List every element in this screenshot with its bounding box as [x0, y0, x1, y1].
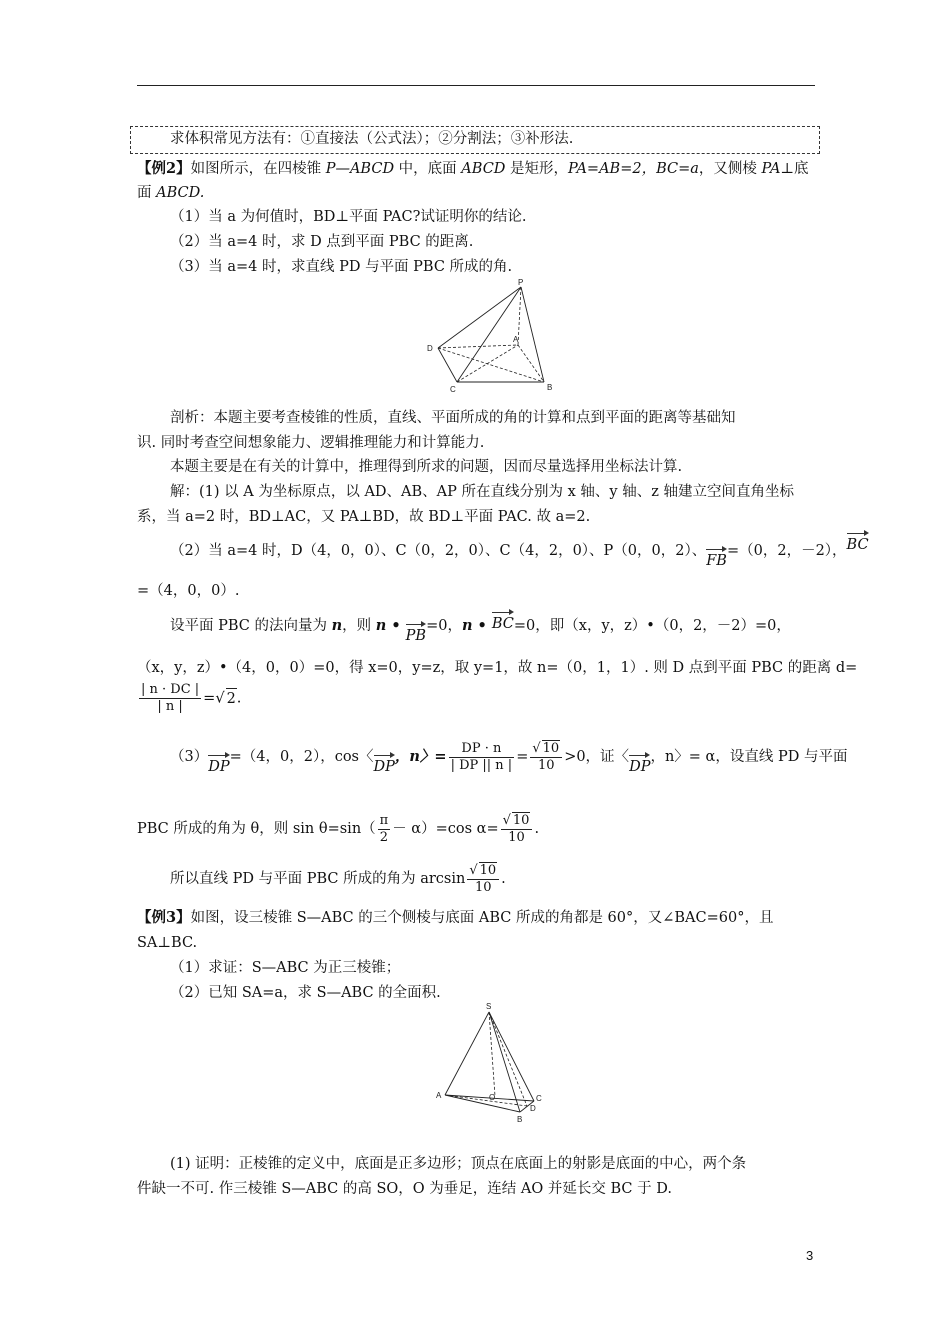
text: .: [236, 690, 242, 707]
example3-tag: 【例3】: [137, 909, 191, 926]
label-b: B: [517, 1115, 523, 1124]
fraction-numerator: | n · DC |: [141, 682, 200, 697]
text: ，n〉=: [394, 748, 447, 765]
text: ABCD: [461, 161, 506, 177]
example3-q2: （2）已知 SA=a，求 S—ABC 的全面积.: [170, 985, 441, 1001]
vector-bc-2: BC: [492, 610, 514, 634]
text: =0，: [426, 618, 462, 634]
fraction-denominator: 10: [474, 880, 492, 895]
solution2-line2: =（4，0，0）.: [137, 583, 240, 599]
example2-q3: （3）当 a=4 时，求直线 PD 与平面 PBC 所成的角.: [170, 259, 513, 275]
sqrt-value: 10: [479, 863, 497, 878]
solution1-line2: 系，当 a=2 时，BD⊥AC，又 PA⊥BD，故 BD⊥平面 PAC. 故 a=2.: [137, 509, 591, 525]
fraction-denominator: 10: [508, 830, 525, 845]
text: 是矩形，: [505, 161, 569, 177]
text: 面: [137, 185, 157, 201]
text: ，n〉= α，设直线 PD 与平面: [650, 749, 848, 765]
edge-dp: [438, 287, 521, 348]
text: n: [331, 617, 343, 634]
pyramid-figure-pabcd: [420, 278, 560, 396]
example2-line2: [137, 183, 204, 203]
height-so: [489, 1012, 495, 1096]
label-a: A: [436, 1091, 442, 1100]
text: =（0，2，－2），: [726, 543, 847, 559]
label-s: S: [486, 1002, 492, 1011]
edge-sa: [445, 1012, 489, 1095]
analysis-line1: 剖析：本题主要考查棱锥的性质，直线、平面所成的角的计算和点到平面的距离等基础知: [170, 410, 736, 426]
label-a: A: [513, 335, 519, 344]
solution2-line1: [170, 537, 869, 569]
fraction-denominator: 2: [379, 829, 389, 845]
edge-pa: [518, 287, 521, 345]
sqrt-value: 10: [512, 813, 530, 828]
vector-fb: FB: [706, 547, 727, 571]
example3-q1: （1）求证：S—ABC 为正三棱锥；: [170, 960, 401, 976]
page-number: 3: [806, 1248, 814, 1263]
pi-over-2-fraction: [378, 813, 391, 846]
distance-fraction: [139, 682, 201, 715]
sqrt-value: 10: [542, 741, 560, 756]
solution2-line5: $\frac{| n \cdot DC |}{| n |}$ =√ 2.: [141, 682, 242, 714]
pyramid-figure-sabc: [432, 1000, 552, 1128]
text: =（4，0，2），cos〈: [229, 749, 374, 765]
text: n •: [461, 617, 492, 634]
edge-ab: [518, 345, 544, 382]
text: ，则: [342, 618, 376, 634]
tip-text: 求体积常见方法有：①直接法（公式法）；②分割法；③补形法.: [170, 131, 574, 147]
sqrt10-fraction-2: $\frac{√ 10}{10}$: [501, 812, 533, 846]
label-c: C: [450, 385, 456, 394]
solution2-line3: [170, 612, 791, 644]
text: P—ABCD: [325, 161, 395, 177]
vector-dp: DP: [208, 753, 229, 777]
vector-dp-2: DP: [374, 753, 395, 777]
text: n •: [375, 617, 406, 634]
text: 中，底面: [394, 161, 462, 177]
example3-line1: [137, 908, 773, 928]
text: ，又侧棱: [698, 161, 762, 177]
text: .: [501, 871, 506, 887]
sqrt-value: 2: [226, 688, 237, 709]
text: 设平面 PBC 的法向量为: [170, 618, 332, 634]
proof-line2: 件缺一不可. 作三棱锥 S—ABC 的高 SO，O 为垂足，连结 AO 并延长交 BC 于 D.: [137, 1181, 672, 1197]
text: PA: [761, 161, 781, 177]
label-d: D: [530, 1104, 536, 1113]
text: 所以直线 PD 与平面 PBC 所成的角为 arcsin: [170, 871, 466, 887]
solution3-line1: （3）DP=（4，0，2），cos〈DP，n〉= $\frac{DP \cdot n}{| DP || n |}$ = $\frac{√ 10}{10}$ >0，证〈DP，n〉= α，设直线 PD 与平面: [170, 740, 848, 775]
vector-bc: BC: [847, 531, 869, 555]
diag-ca: [457, 345, 518, 382]
example2-tag: 【例2】: [137, 160, 191, 177]
analysis-line2: 识. 同时考查空间想象能力、逻辑推理能力和计算能力.: [137, 435, 485, 451]
label-b: B: [547, 383, 553, 392]
vector-dp-3: DP: [629, 753, 650, 777]
text: .: [534, 821, 540, 837]
edge-da: [438, 345, 518, 348]
text: ABCD.: [156, 185, 205, 201]
sqrt10-fraction-3: $\frac{√ 10}{10}$: [467, 862, 499, 896]
text: 如图，设三棱锥 S—ABC 的三个侧棱与底面 ABC 所成的角都是 60°，又∠BAC=60°，且: [190, 910, 774, 926]
label-o: O: [489, 1093, 496, 1102]
text: （2）当 a=4 时，D（4，0，0）、C（0，2，0）、C（4，2，0）、P（0，0，2）、: [170, 543, 707, 559]
solution1-line1: 解：(1) 以 A 为坐标原点，以 AD、AB、AP 所在直线分别为 x 轴、y 轴、z 轴建立空间直角坐标: [170, 484, 794, 500]
text: PA=AB=2，BC=a: [568, 161, 699, 177]
solution3-line3: [170, 862, 506, 896]
fraction-numerator: DP · n: [449, 741, 515, 758]
header-rule: [137, 85, 815, 86]
sqrt10-fraction: $\frac{√ 10}{10}$: [530, 740, 562, 774]
edge-pc: [457, 287, 521, 382]
label-p: P: [518, 278, 524, 287]
analysis-line3: 本题主要是在有关的计算中，推理得到所求的问题，因而尽量选择用坐标法计算.: [170, 459, 683, 475]
edge-sc: [489, 1012, 534, 1101]
label-d: D: [427, 344, 433, 353]
text: =0，即（x，y，z）•（0，2，－2）=0，: [513, 618, 791, 634]
text: 如图所示，在四棱锥: [190, 161, 326, 177]
fraction-denominator: 10: [537, 758, 555, 773]
text: － α）=cos α=: [392, 821, 499, 837]
text: PBC 所成的角为 θ，则 sin θ=sin（: [137, 821, 376, 837]
example3-line2: SA⊥BC.: [137, 935, 198, 951]
label-c: C: [536, 1094, 542, 1103]
cos-fraction: [449, 741, 515, 774]
fraction-denominator: | n |: [157, 699, 183, 714]
proof-line1: (1) 证明：正棱锥的定义中，底面是正多边形；顶点在底面上的射影是底面的中心，两个条: [170, 1156, 747, 1172]
fraction-denominator: | DP || n |: [450, 757, 513, 773]
solution2-line4: （x，y，z）•（4，0，0）=0，得 x=0，y=z，取 y=1，故 n=（0，1，1）. 则 D 点到平面 PBC 的距离 d=: [137, 660, 858, 676]
example2-q2: （2）当 a=4 时，求 D 点到平面 PBC 的距离.: [170, 234, 474, 250]
solution3-line2: [137, 812, 539, 846]
text: >0，证〈: [564, 749, 630, 765]
edge-pb: [521, 287, 544, 382]
example2-q1: （1）当 a 为何值时，BD⊥平面 PAC?试证明你的结论.: [170, 209, 527, 225]
vector-pb: PB: [406, 622, 426, 646]
example2-line1: [137, 159, 809, 179]
fraction-numerator: π: [379, 812, 389, 828]
text: ⊥底: [780, 161, 809, 177]
text: （3）: [170, 749, 209, 765]
